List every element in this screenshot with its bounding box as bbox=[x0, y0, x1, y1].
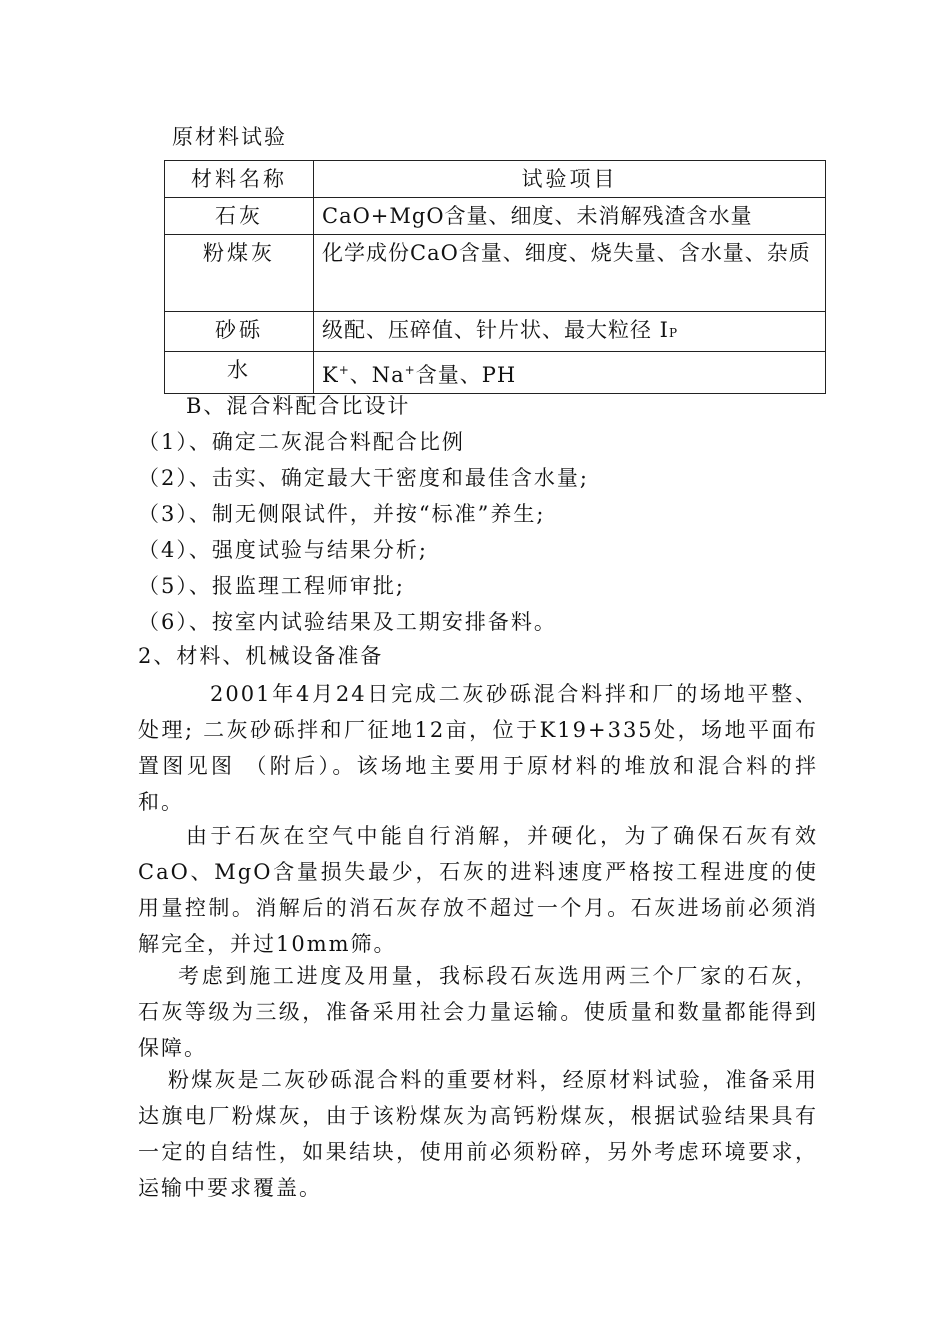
paragraph-lime-storage: 由于石灰在空气中能自行消解，并硬化，为了确保石灰有效CaO、MgO含量损失最少，石灰的进料速度严格按工程进度的使用量控制。消解后的消石灰存放不超过一个月。石灰进场前必须消解完全，并过10mm筛。 bbox=[138, 824, 818, 956]
material-name: 粉煤灰 bbox=[165, 235, 314, 312]
material-name: 砂砾 bbox=[165, 312, 314, 352]
na-symbol: 、Na bbox=[349, 363, 405, 387]
paragraph-fly-ash: 粉煤灰是二灰砂砾混合料的重要材料，经原材料试验，准备采用达旗电厂粉煤灰，由于该粉煤灰为高钙粉煤灰，根据试验结果具有一定的自结性，如果结块，使用前必须粉碎，另外考虑环境要求，运输中要求覆盖。 bbox=[138, 1068, 818, 1200]
mix-step: （3）、制无侧限试件，并按“标准”养生; bbox=[138, 502, 546, 526]
table-row bbox=[165, 312, 826, 352]
header-test-items: 试验项目 bbox=[314, 161, 826, 198]
test-items bbox=[314, 312, 826, 352]
mix-step: （1）、确定二灰混合料配合比例 bbox=[138, 430, 465, 454]
table-header-row bbox=[165, 161, 826, 198]
table-row bbox=[165, 198, 826, 235]
test-items bbox=[314, 352, 826, 394]
table-row bbox=[165, 235, 826, 312]
mix-step: （6）、按室内试验结果及工期安排备料。 bbox=[138, 610, 557, 634]
test-items-text: 级配、压碎值、针片状、最大粒径 I bbox=[322, 318, 669, 342]
paragraph-site: 2001年4月24日完成二灰砂砾混合料拌和厂的场地平整、处理; 二灰砂砾拌和厂征地12亩，位于K19+335处，场地平面布置图见图 （附后）。该场地主要用于原材料的堆放和混合料的拌和。 bbox=[138, 682, 818, 814]
raw-materials-table bbox=[164, 160, 826, 394]
paragraph-lime-supply: 考虑到施工进度及用量，我标段石灰选用两三个厂家的石灰，石灰等级为三级，准备采用社会力量运输。使质量和数量都能得到保障。 bbox=[138, 964, 818, 1060]
raw-materials-title: 原材料试验 bbox=[172, 125, 287, 149]
material-name: 水 bbox=[165, 352, 314, 394]
mix-design-title: B、混合料配合比设计 bbox=[186, 394, 411, 418]
table-row bbox=[165, 352, 826, 394]
mix-step: （4）、强度试验与结果分析; bbox=[138, 538, 428, 562]
equipment-title: 2、材料、机械设备准备 bbox=[138, 644, 384, 668]
na-charge: + bbox=[404, 363, 416, 377]
subscript-p: P bbox=[668, 326, 679, 340]
material-name: 石灰 bbox=[165, 198, 314, 235]
k-charge: + bbox=[338, 363, 350, 377]
k-symbol: K bbox=[322, 363, 339, 387]
header-material-name: 材料名称 bbox=[165, 161, 314, 198]
test-items: 化学成份CaO含量、细度、烧失量、含水量、杂质 bbox=[314, 235, 826, 312]
mix-step: （5）、报监理工程师审批; bbox=[138, 574, 405, 598]
water-items-rest: 含量、PH bbox=[415, 363, 517, 387]
test-items: CaO+MgO含量、细度、未消解残渣含水量 bbox=[314, 198, 826, 235]
mix-step: （2）、击实、确定最大干密度和最佳含水量; bbox=[138, 466, 589, 490]
